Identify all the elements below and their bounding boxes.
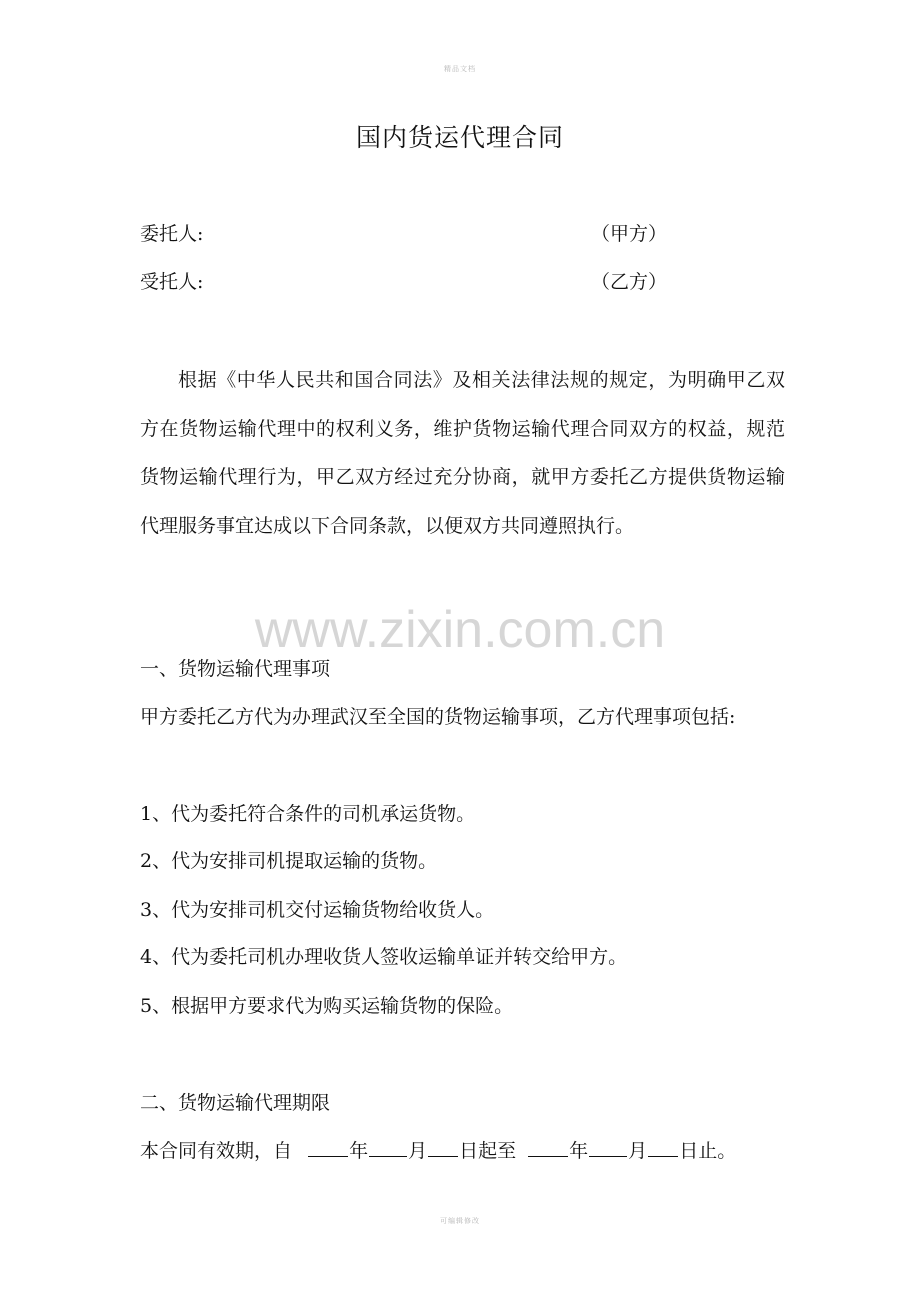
header-note: 精品文档 <box>444 65 476 73</box>
month-label: 月 <box>408 1140 428 1162</box>
blank-field[interactable] <box>428 1136 458 1157</box>
document-title: 国内货运代理合同 <box>355 123 564 152</box>
party-role: 委托人: <box>140 223 204 245</box>
day-from-label: 日起至 <box>459 1140 517 1162</box>
list-item: 1、代为委托符合条件的司机承运货物。 <box>140 803 476 825</box>
blank-field[interactable] <box>308 1136 348 1157</box>
blank-field[interactable] <box>369 1136 407 1157</box>
party-role: 受托人: <box>140 271 204 293</box>
year-label: 年 <box>349 1140 369 1162</box>
footer-note: 可编辑修改 <box>440 1217 480 1225</box>
month-label: 月 <box>628 1140 648 1162</box>
section-heading: 二、货物运输代理期限 <box>140 1092 331 1114</box>
party-tag: （甲方） <box>591 223 668 245</box>
party-client <box>140 219 668 249</box>
blank-field[interactable] <box>589 1136 627 1157</box>
watermark: www.zixin.com.cn <box>254 601 666 659</box>
term-prefix: 本合同有效期，自 <box>140 1140 293 1162</box>
list-item: 3、代为安排司机交付运输货物给收货人。 <box>140 899 495 921</box>
list-item: 2、代为安排司机提取运输的货物。 <box>140 850 438 872</box>
section-heading: 一、货物运输代理事项 <box>140 658 331 680</box>
day-to-label: 日止。 <box>679 1140 737 1162</box>
party-tag: （乙方） <box>591 271 668 293</box>
section-lead: 甲方委托乙方代为办理武汉至全国的货物运输事项，乙方代理事项包括: <box>140 706 736 728</box>
party-agent <box>140 267 668 297</box>
intro-paragraph: 根据《中华人民共和国合同法》及相关法律法规的规定，为明确甲乙双方在货物运输代理中的权利义务，维护货物运输代理合同双方的权益，规范货物运输代理行为，甲乙双方经过充分协商，就甲方委托乙方提供货物运输代理服务事宜达成以下合同条款，以便双方共同遵照执行。 <box>140 369 785 537</box>
term-line <box>140 1136 800 1166</box>
list-item: 5、根据甲方要求代为购买运输货物的保险。 <box>140 995 514 1017</box>
year-label: 年 <box>569 1140 589 1162</box>
list-item: 4、代为委托司机办理收货人签收运输单证并转交给甲方。 <box>140 946 628 968</box>
blank-field[interactable] <box>528 1136 568 1157</box>
blank-field[interactable] <box>648 1136 678 1157</box>
